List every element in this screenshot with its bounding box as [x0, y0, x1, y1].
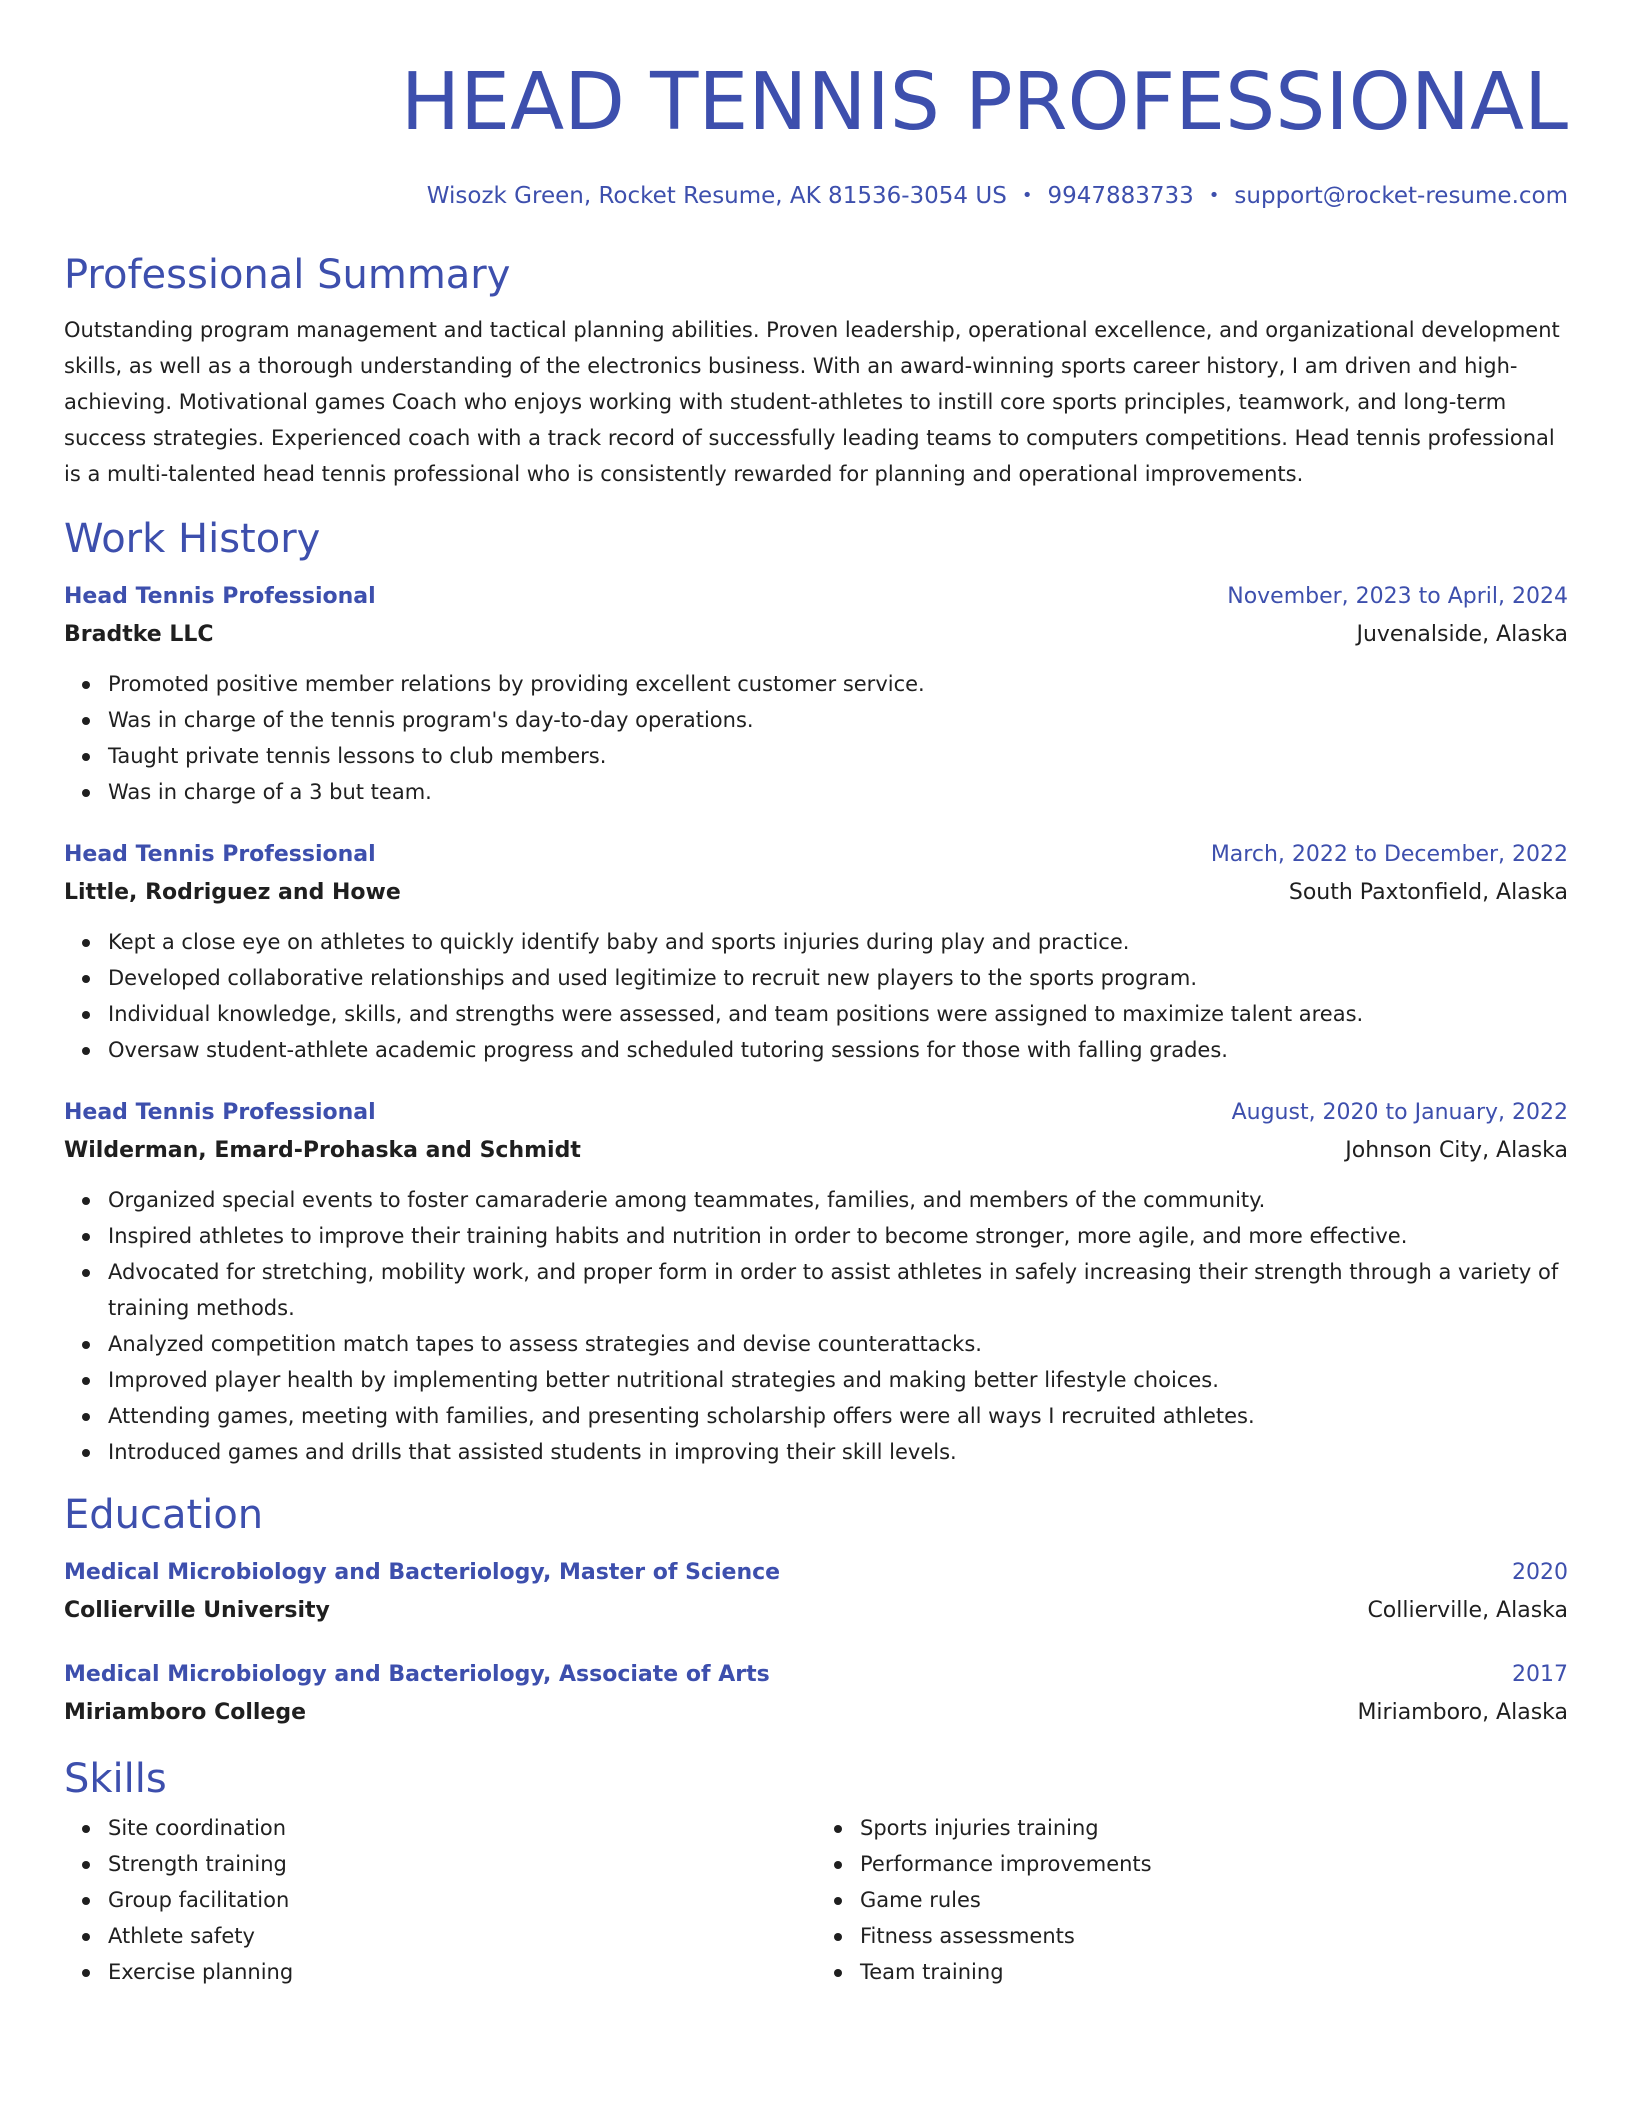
job-bullet: Analyzed competition match tapes to assess strategies and devise counterattacks.	[108, 1326, 1568, 1362]
skill-item: Game rules	[860, 1882, 1568, 1918]
skill-item: Group facilitation	[108, 1882, 816, 1918]
skill-item: Performance improvements	[860, 1846, 1568, 1882]
contact-line	[64, 180, 1568, 214]
skills-list-right	[816, 1810, 1568, 1990]
job-entry	[64, 1094, 1568, 1470]
skills-heading: Skills	[64, 1756, 167, 1802]
resume-page	[64, 0, 1568, 1990]
work-history-heading: Work History	[64, 516, 321, 562]
job-location: Johnson City, Alaska	[1345, 1138, 1568, 1163]
education-school: Collierville University	[64, 1598, 330, 1623]
job-company: Little, Rodriguez and Howe	[64, 880, 401, 905]
job-bullet: Developed collaborative relationships and used legitimize to recruit new players to the sports program.	[108, 960, 1568, 996]
skill-item: Team training	[860, 1954, 1568, 1990]
contact-email: support@rocket-resume.com	[1234, 183, 1568, 209]
skill-item: Fitness assessments	[860, 1918, 1568, 1954]
education-entry	[64, 1656, 1568, 1732]
separator-dot: •	[1021, 185, 1033, 206]
skill-item: Strength training	[108, 1846, 816, 1882]
job-bullet: Individual knowledge, skills, and strengths were assessed, and team positions were assigned to maximize talent areas.	[108, 996, 1568, 1032]
contact-phone: 9947883733	[1047, 183, 1194, 209]
job-bullet: Was in charge of the tennis program's day-to-day operations.	[108, 702, 1568, 738]
skill-item: Site coordination	[108, 1810, 816, 1846]
education-degree: Medical Microbiology and Bacteriology, Associate of Arts	[64, 1662, 770, 1687]
education-school: Miriamboro College	[64, 1700, 307, 1725]
contact-address: Wisozk Green, Rocket Resume, AK 81536-3054 US	[426, 183, 1007, 209]
education-location: Miriamboro, Alaska	[1357, 1700, 1568, 1725]
job-bullet: Inspired athletes to improve their training habits and nutrition in order to become stronger, more agile, and more effective.	[108, 1218, 1568, 1254]
skill-item: Sports injuries training	[860, 1810, 1568, 1846]
job-company: Wilderman, Emard-Prohaska and Schmidt	[64, 1138, 581, 1163]
skill-item: Athlete safety	[108, 1918, 816, 1954]
education-year: 2020	[1512, 1560, 1568, 1585]
summary-heading: Professional Summary	[64, 252, 511, 298]
education-location: Collierville, Alaska	[1367, 1598, 1568, 1623]
job-bullet: Organized special events to foster camaraderie among teammates, families, and members of the community.	[108, 1182, 1568, 1218]
job-bullet: Improved player health by implementing better nutritional strategies and making better lifestyle choices.	[108, 1362, 1568, 1398]
education-entry	[64, 1554, 1568, 1630]
education-heading: Education	[64, 1492, 264, 1538]
job-location: South Paxtonfield, Alaska	[1288, 880, 1568, 905]
job-entry	[64, 836, 1568, 1068]
separator-dot: •	[1208, 185, 1220, 206]
job-dates: August, 2020 to January, 2022	[1231, 1100, 1568, 1125]
job-bullet: Taught private tennis lessons to club members.	[108, 738, 1568, 774]
job-company: Bradtke LLC	[64, 622, 214, 647]
summary-text: Outstanding program management and tactical planning abilities. Proven leadership, operational excellence, and organizational development skills, as well as a thorough understanding of the electronics business. With an award-winning sports career history, I am driven and high-achieving. Motivational games Coach who enjoys working with student-athletes to instill core sports principles, teamwork, and long-term success strategies. Experienced coach with a track record of successfully leading teams to computers competitions. Head tennis professional is a multi-talented head tennis professional who is consistently rewarded for planning and operational improvements.	[64, 318, 1560, 486]
job-bullet: Oversaw student-athlete academic progress and scheduled tutoring sessions for those with falling grades.	[108, 1032, 1568, 1068]
job-bullets	[64, 666, 1568, 810]
job-bullets	[64, 924, 1568, 1068]
resume-title: HEAD TENNIS PROFESSIONAL	[400, 56, 1568, 148]
job-dates: November, 2023 to April, 2024	[1227, 584, 1568, 609]
skills-list-left	[64, 1810, 816, 1990]
education-year: 2017	[1512, 1662, 1568, 1687]
job-bullets	[64, 1182, 1568, 1470]
education-degree: Medical Microbiology and Bacteriology, Master of Science	[64, 1560, 781, 1585]
job-location: Juvenalside, Alaska	[1356, 622, 1568, 647]
job-bullet: Promoted positive member relations by providing excellent customer service.	[108, 666, 1568, 702]
job-dates: March, 2022 to December, 2022	[1210, 842, 1568, 867]
skill-item: Exercise planning	[108, 1954, 816, 1990]
job-role: Head Tennis Professional	[64, 584, 376, 609]
job-bullet: Kept a close eye on athletes to quickly identify baby and sports injuries during play and practice.	[108, 924, 1568, 960]
skills-columns	[64, 1810, 1568, 1990]
job-role: Head Tennis Professional	[64, 1100, 376, 1125]
job-bullet: Introduced games and drills that assisted students in improving their skill levels.	[108, 1434, 1568, 1470]
job-bullet: Advocated for stretching, mobility work, and proper form in order to assist athletes in safely increasing their strength through a variety of training methods.	[108, 1254, 1568, 1326]
job-entry	[64, 578, 1568, 810]
job-bullet: Attending games, meeting with families, and presenting scholarship offers were all ways I recruited athletes.	[108, 1398, 1568, 1434]
job-bullet: Was in charge of a 3 but team.	[108, 774, 1568, 810]
job-role: Head Tennis Professional	[64, 842, 376, 867]
